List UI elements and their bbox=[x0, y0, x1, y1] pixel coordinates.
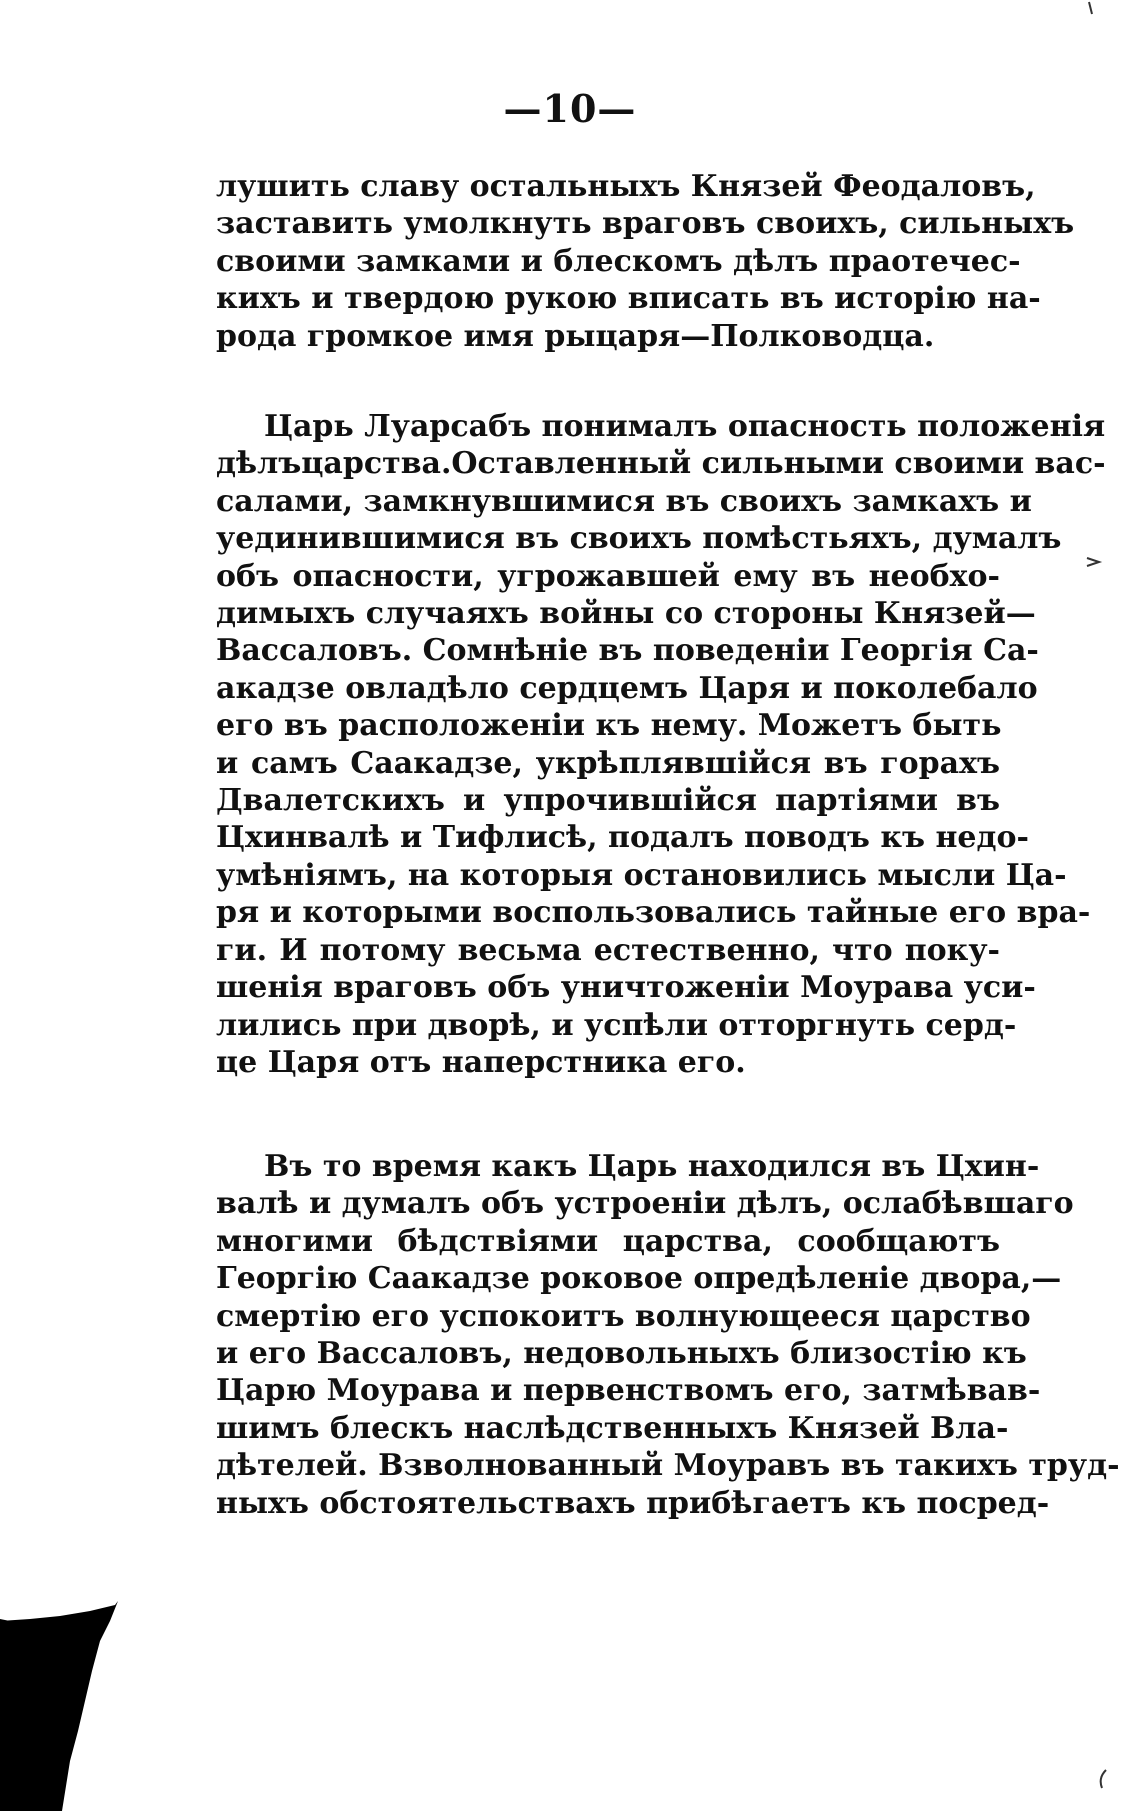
text-line: рода громкое имя рыцаря—Полководца. bbox=[216, 318, 935, 354]
text-line: шимъ блескъ наслѣдственныхъ Князей Вла- bbox=[216, 1410, 1009, 1446]
text-line: и его Вассаловъ, недовольныхъ близостію къ bbox=[216, 1336, 1027, 1372]
text-line: смертію его успокоитъ волнующееся царство bbox=[216, 1298, 1031, 1334]
text-line: объ опасности, угрожавшей ему въ необхо- bbox=[216, 558, 1000, 594]
stray-mark-right bbox=[1085, 552, 1105, 572]
text-line: Царю Моурава и первенствомъ его, затмѣвав- bbox=[216, 1373, 1041, 1409]
text-line: ря и которыми воспользовались тайные его вра- bbox=[216, 895, 1091, 931]
paragraph-3 bbox=[216, 1148, 1120, 1522]
text-line: Цхинвалѣ и Тифлисѣ, подалъ поводъ къ недо- bbox=[216, 820, 1029, 856]
stray-mark-bottom-right bbox=[1096, 1768, 1112, 1792]
scan-edge-shadow bbox=[0, 1561, 120, 1811]
page-number: —10— bbox=[503, 86, 637, 131]
paragraph-1 bbox=[216, 168, 1075, 355]
text-line: его въ расположеніи къ нему. Можетъ быть bbox=[216, 708, 1002, 744]
text-line: Двалетскихъ и упрочившійся партіями въ bbox=[216, 783, 1000, 819]
stray-mark-top-right bbox=[1086, 0, 1096, 20]
text-line: це Царя отъ наперстника его. bbox=[216, 1044, 746, 1080]
text-line: лушить славу остальныхъ Князей Феодаловъ, bbox=[216, 169, 1036, 204]
text-line: своими замками и блескомъ дѣлъ праотечес- bbox=[216, 243, 1021, 279]
text-line: многими бѣдствіями царства, сообщаютъ bbox=[216, 1223, 1000, 1259]
text-line: салами, замкнувшимися въ своихъ замкахъ и bbox=[216, 483, 1032, 519]
text-line: Царь Луарсабъ понималъ опасность положенія bbox=[264, 409, 1106, 444]
text-line: и самъ Саакадзе, укрѣплявшійся въ горахъ bbox=[216, 745, 1000, 781]
paragraph-2 bbox=[216, 408, 1106, 1081]
text-line: акадзе овладѣло сердцемъ Царя и поколебало bbox=[216, 670, 1038, 706]
text-line: димыхъ случаяхъ войны со стороны Князей— bbox=[216, 596, 1036, 632]
text-line: ныхъ обстоятельствахъ прибѣгаетъ къ посред- bbox=[216, 1485, 1050, 1521]
text-line: дѣтелей. Взволнованный Моуравъ въ такихъ труд- bbox=[216, 1448, 1120, 1484]
text-line: умѣніямъ, на которыя остановились мысли Ца- bbox=[216, 857, 1067, 893]
text-line: шенія враговъ объ уничтоженіи Моурава уси- bbox=[216, 970, 1036, 1006]
text-line: уединившимися въ своихъ помѣстьяхъ, думалъ bbox=[216, 521, 1062, 557]
text-line: кихъ и твердою рукою вписать въ исторію на- bbox=[216, 281, 1041, 317]
text-line: Вассаловъ. Сомнѣніе въ поведеніи Георгія Са- bbox=[216, 633, 1039, 669]
text-line: ги. И потому весьма естественно, что поку- bbox=[216, 932, 1000, 968]
text-line: Георгію Саакадзе роковое опредѣленіе двора,— bbox=[216, 1261, 1062, 1297]
text-line: заставить умолкнуть враговъ своихъ, сильныхъ bbox=[216, 206, 1075, 242]
text-line: лились при дворѣ, и успѣли отторгнуть серд- bbox=[216, 1007, 1017, 1043]
text-line: валѣ и думалъ объ устроеніи дѣлъ, ослабѣвшаго bbox=[216, 1186, 1074, 1222]
text-line: дѣлъцарства.Оставленный сильными своими вас- bbox=[216, 446, 1106, 482]
text-line: Въ то время какъ Царь находился въ Цхин- bbox=[264, 1149, 1040, 1184]
